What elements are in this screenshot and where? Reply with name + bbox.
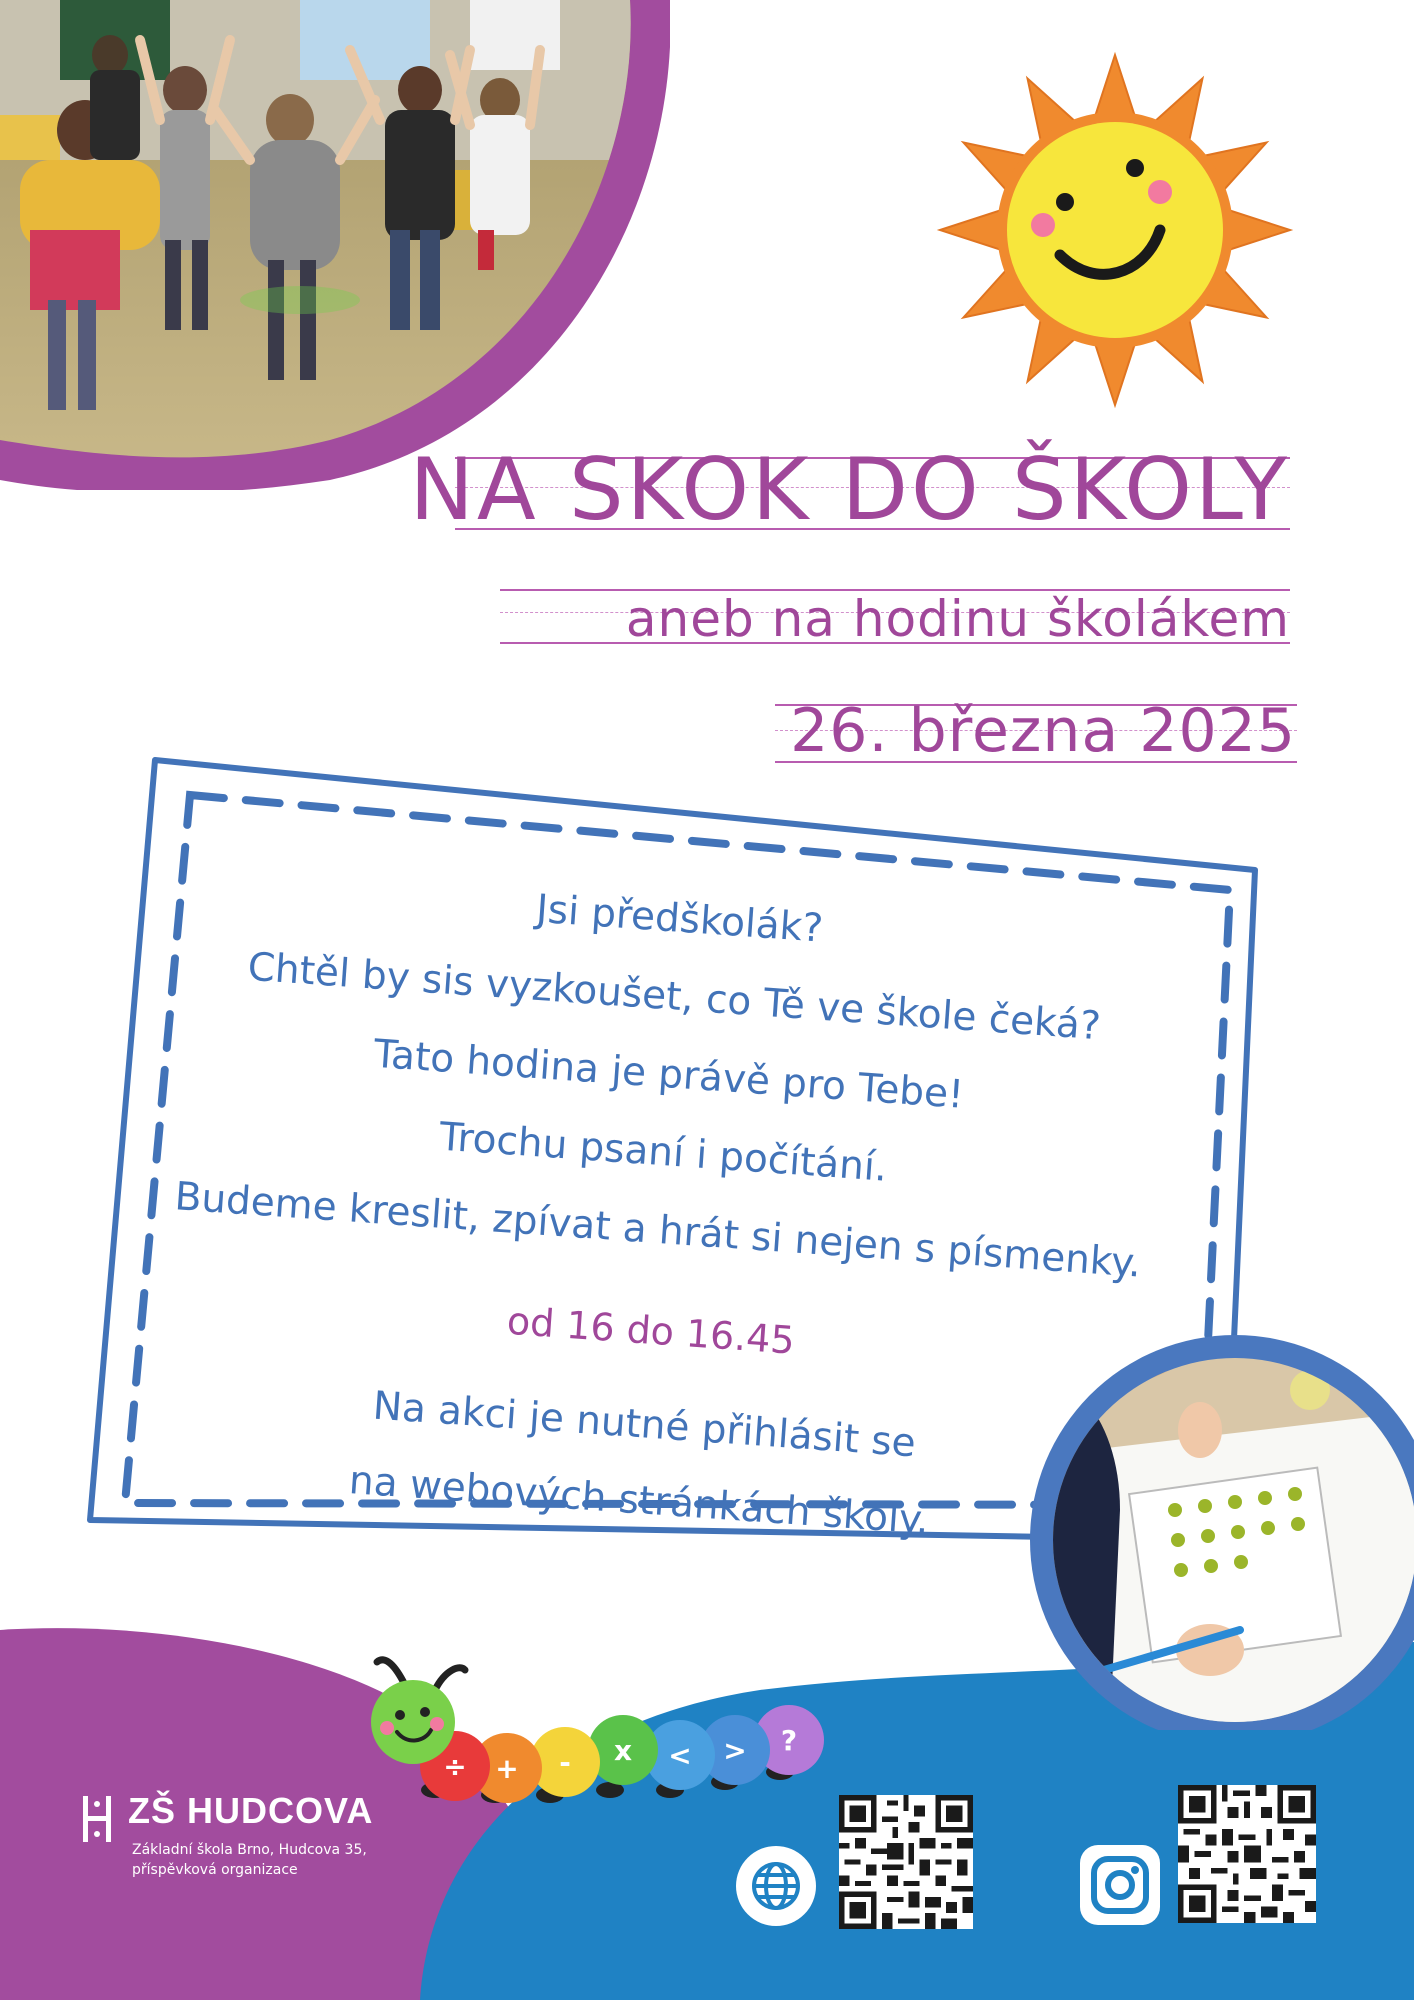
- instagram-qr-code[interactable]: [1178, 1785, 1316, 1923]
- caterpillar-symbol: +: [495, 1752, 519, 1785]
- globe-icon[interactable]: [735, 1845, 817, 1927]
- event-date: 26. března 2025: [790, 696, 1296, 766]
- school-address: Základní škola Brno, Hudcova 35,: [132, 1842, 367, 1858]
- caterpillar-symbol: ÷: [443, 1750, 467, 1783]
- caterpillar-icon: [365, 1650, 845, 1810]
- sun-icon: [905, 30, 1325, 430]
- caterpillar-symbol: <: [668, 1739, 692, 1772]
- website-qr-code[interactable]: [838, 1795, 974, 1929]
- caterpillar-symbol: >: [723, 1734, 747, 1767]
- school-name: ZŠ HUDCOVA: [128, 1790, 374, 1831]
- card-line: Tato hodina je právě pro Tebe!: [372, 1031, 966, 1118]
- note-line: na webových stránkách školy.: [347, 1458, 931, 1544]
- caterpillar-symbol: ?: [780, 1724, 798, 1757]
- school-logo-mark-icon: [80, 1794, 116, 1844]
- card-line: Chtěl by sis vyzkoušet, co Tě ve škole čeká?: [246, 944, 1103, 1050]
- school-logo: [80, 1790, 420, 1890]
- school-organization-type: příspěvková organizace: [132, 1862, 298, 1878]
- event-time: od 16 do 16.45: [505, 1298, 797, 1363]
- note-line: Na akci je nutné přihlásit se: [371, 1383, 918, 1467]
- subtitle: aneb na hodinu školákem: [625, 590, 1290, 648]
- page-title: NA SKOK DO ŠKOLY: [409, 440, 1290, 540]
- card-line: Trochu psaní i počítání.: [437, 1114, 889, 1191]
- top-photo-children-dancing: [0, 0, 670, 490]
- bottom-photo-child-drawing: [1010, 1330, 1414, 1730]
- card-line: Budeme kreslit, zpívat a hrát si nejen s písmenky.: [173, 1174, 1143, 1287]
- caterpillar-symbol: -: [559, 1746, 571, 1779]
- card-line: Jsi předškolák?: [534, 886, 825, 952]
- instagram-icon[interactable]: [1080, 1845, 1160, 1925]
- caterpillar-symbol: x: [613, 1734, 633, 1767]
